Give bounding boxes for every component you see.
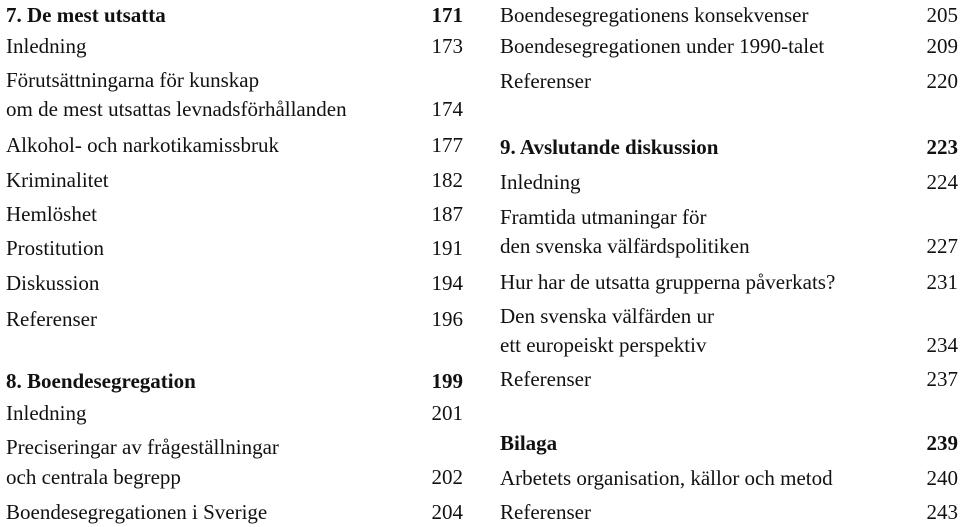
- toc-entry-page: 209: [926, 34, 958, 58]
- toc-entry-title: Referenser: [6, 307, 97, 331]
- toc-entry-title: Referenser: [500, 367, 591, 391]
- toc-entry-page: 194: [431, 271, 463, 295]
- chapter-7-page: 171: [431, 3, 463, 27]
- toc-entry-title: Diskussion: [6, 271, 100, 295]
- chapter-8-page: 199: [431, 369, 463, 393]
- chapter-8-title: 8. Boendesegregation: [6, 369, 196, 393]
- toc-entry-title: Kriminalitet: [6, 168, 109, 192]
- toc-entry-page: 237: [926, 367, 958, 391]
- toc-entry-title: Hur har de utsatta grupperna påverkats?: [500, 270, 836, 294]
- toc-entry-title: Inledning: [6, 34, 87, 58]
- toc-entry-title: Inledning: [6, 401, 87, 425]
- chapter-7-title: 7. De mest utsatta: [6, 3, 166, 27]
- toc-entry-title: Alkohol- och narkotikamissbruk: [6, 133, 279, 157]
- toc-entry-page: 196: [431, 307, 463, 331]
- toc-entry-title: Inledning: [500, 170, 581, 194]
- toc-entry-title: Hemlöshet: [6, 202, 97, 226]
- toc-entry-page: 201: [431, 401, 463, 425]
- toc-entry-page: 224: [926, 170, 958, 194]
- toc-entry-page: 187: [431, 202, 463, 226]
- toc-entry-title: Framtida utmaningar för: [500, 205, 707, 229]
- toc-entry-page: 174: [431, 97, 463, 121]
- toc-entry-page: 227: [926, 234, 958, 258]
- chapter-9-page: 223: [926, 135, 958, 159]
- toc-entry-title: och centrala begrepp: [6, 465, 181, 489]
- toc-entry-title: Boendesegregationen i Sverige: [6, 500, 268, 524]
- toc-entry-page: 202: [431, 465, 463, 489]
- toc-entry-title: Boendesegregationens konsekvenser: [500, 3, 809, 27]
- toc-entry-title: Arbetets organisation, källor och metod: [500, 466, 833, 490]
- toc-entry-title: den svenska välfärdspolitiken: [500, 234, 750, 258]
- toc-entry-page: 204: [431, 500, 463, 524]
- toc-entry-page: 240: [926, 466, 958, 490]
- toc-entry-page: 191: [431, 236, 463, 260]
- toc-entry-page: 220: [926, 69, 958, 93]
- toc-entry-title: Den svenska välfärden ur: [500, 304, 714, 328]
- toc-entry-page: 234: [926, 333, 958, 357]
- appendix-page: 239: [926, 431, 958, 455]
- toc-entry-page: 243: [926, 500, 958, 524]
- toc-entry-page: 182: [431, 168, 463, 192]
- toc-entry-title: Prostitution: [6, 236, 105, 260]
- toc-entry-title: Förutsättningarna för kunskap: [6, 68, 260, 92]
- toc-entry-page: 231: [926, 270, 958, 294]
- toc-entry-title: Referenser: [500, 500, 591, 524]
- toc-entry-title: om de mest utsattas levnadsförhållanden: [6, 97, 347, 121]
- chapter-9-title: 9. Avslutande diskussion: [500, 135, 719, 159]
- toc-entry-title: Preciseringar av frågeställningar: [6, 435, 279, 459]
- toc-entry-page: 177: [431, 133, 463, 157]
- toc-entry-title: Boendesegregationen under 1990-talet: [500, 34, 825, 58]
- toc-entry-page: 205: [926, 3, 958, 27]
- toc-entry-title: Referenser: [500, 69, 591, 93]
- toc-entry-page: 173: [431, 34, 463, 58]
- toc-entry-title: ett europeiskt perspektiv: [500, 333, 707, 357]
- appendix-title: Bilaga: [500, 431, 558, 455]
